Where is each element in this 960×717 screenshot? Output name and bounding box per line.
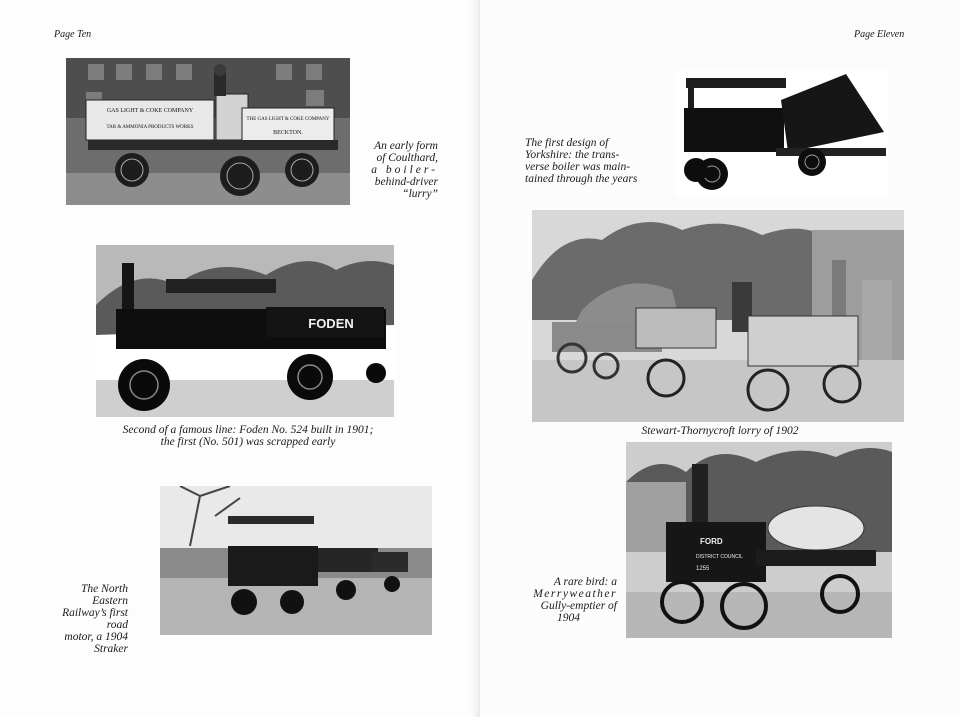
merryweather-door-2: DISTRICT COUNCIL (696, 554, 743, 560)
foden-side-lettering: FODEN (308, 316, 354, 331)
photo-stewart-thornycroft-lorry (532, 210, 904, 422)
page-number-left: Page Ten (54, 29, 92, 40)
right-page (480, 0, 960, 717)
photo-straker-motor (160, 486, 432, 635)
caption-straker: The North Eastern Railway’s first road motor, a 1904 Straker (62, 583, 128, 655)
photo-yorkshire-wagon (676, 70, 888, 196)
coulthard-board-2: TAR & AMMONIA PRODUCTS WORKS (106, 125, 194, 130)
caption-yorkshire: The first design of Yorkshire: the trans- verse boiler was main- tained through the years (525, 137, 638, 185)
photo-coulthard-lorry (66, 58, 350, 205)
caption-thornycroft: Stewart-Thornycroft lorry of 1902 (641, 425, 799, 437)
caption-merryweather: A rare bird: a Merryweather Gully-emptier of 1904 (533, 576, 617, 624)
merryweather-door-1: FORD (700, 537, 723, 546)
page-number-right: Page Eleven (854, 29, 905, 40)
coulthard-board-4: BECKTON. (273, 130, 303, 136)
photo-foden-wagon (96, 245, 394, 417)
photo-merryweather-gully-emptier (626, 442, 892, 638)
coulthard-board-1: GAS LIGHT & COKE COMPANY (106, 108, 194, 114)
coulthard-board-3: THE GAS LIGHT & COKE COMPANY (246, 117, 330, 122)
caption-coulthard: An early form of Coulthard, a boiler- behind-driver “lurry” (371, 140, 438, 200)
caption-foden: Second of a famous line: Foden No. 524 built in 1901; the first (No. 501) was scrapped early (122, 424, 374, 448)
merryweather-door-3: 1255 (696, 566, 710, 572)
left-page (0, 0, 478, 717)
